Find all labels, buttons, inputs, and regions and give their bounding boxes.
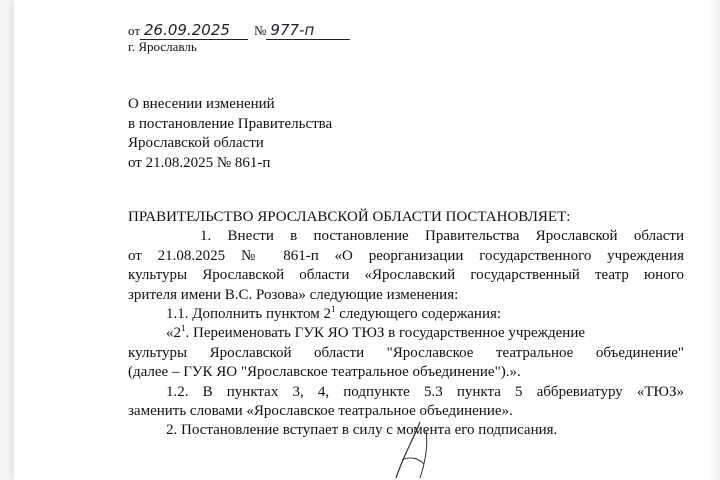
handwritten-number: 977-п [266,22,350,40]
quote-text: . Переименовать ГУК ЯО ТЮЗ в государственное учреждение [185,325,585,342]
city-label: г. Ярославль [128,39,197,54]
superscript: 1 [181,323,186,334]
paragraph-1-line: 1. Внести в постановление Правительства Ярославской области [200,228,684,245]
subject-line: О внесении изменений [128,96,275,112]
paragraph-2: 2. Постановление вступает в силу с момента его подписания. [166,422,558,439]
quote-line [128,324,684,343]
handwritten-date: 26.09.2025 [140,22,248,40]
paragraph-1-line: от 21.08.2025 № 861-п «О реорганизации государственного учреждения [128,247,684,264]
date-prefix: от [128,23,141,38]
subject-block [128,95,332,173]
signature-stroke [380,420,470,480]
document-requisites [128,18,350,40]
paragraph-1-1 [128,305,684,324]
quote-line: (далее – ГУК ЯО "Ярославское театральное объединение").». [128,364,521,381]
number-sign: № [254,23,267,38]
paragraph-1-line: культуры Ярославской области «Ярославский государственный театр юного [128,267,684,284]
quote-text: «2 [166,325,181,342]
paragraph-1-2-line: заменить словами «Ярославское театральное объединение». [128,403,513,420]
subject-line: Ярославской области [128,135,264,151]
paragraph-1-1-text: следующего содержания: [335,306,502,323]
resolution-heading: ПРАВИТЕЛЬСТВО ЯРОСЛАВСКОЙ ОБЛАСТИ ПОСТАНОВЛЯЕТ: [128,209,571,225]
superscript: 1 [330,304,336,315]
paragraph-1-line: зрителя имени В.С. Розова» следующие изменения: [128,286,459,303]
page-edge-shadow [708,0,720,480]
paragraph-1-2-line: 1.2. В пунктах 3, 4, подпункте 5.3 пункта 5 аббревиатуру «ТЮЗ» [166,383,684,400]
quote-line: культуры Ярославской области "Ярославское театральное объединение" [128,344,684,361]
subject-line: в постановление Правительства [128,115,333,132]
paragraph-1-1-text: 1.1. Дополнить пунктом 2 [166,306,331,323]
subject-line: от 21.08.2025 № 861-п [128,154,271,171]
resolution-body [128,208,684,441]
